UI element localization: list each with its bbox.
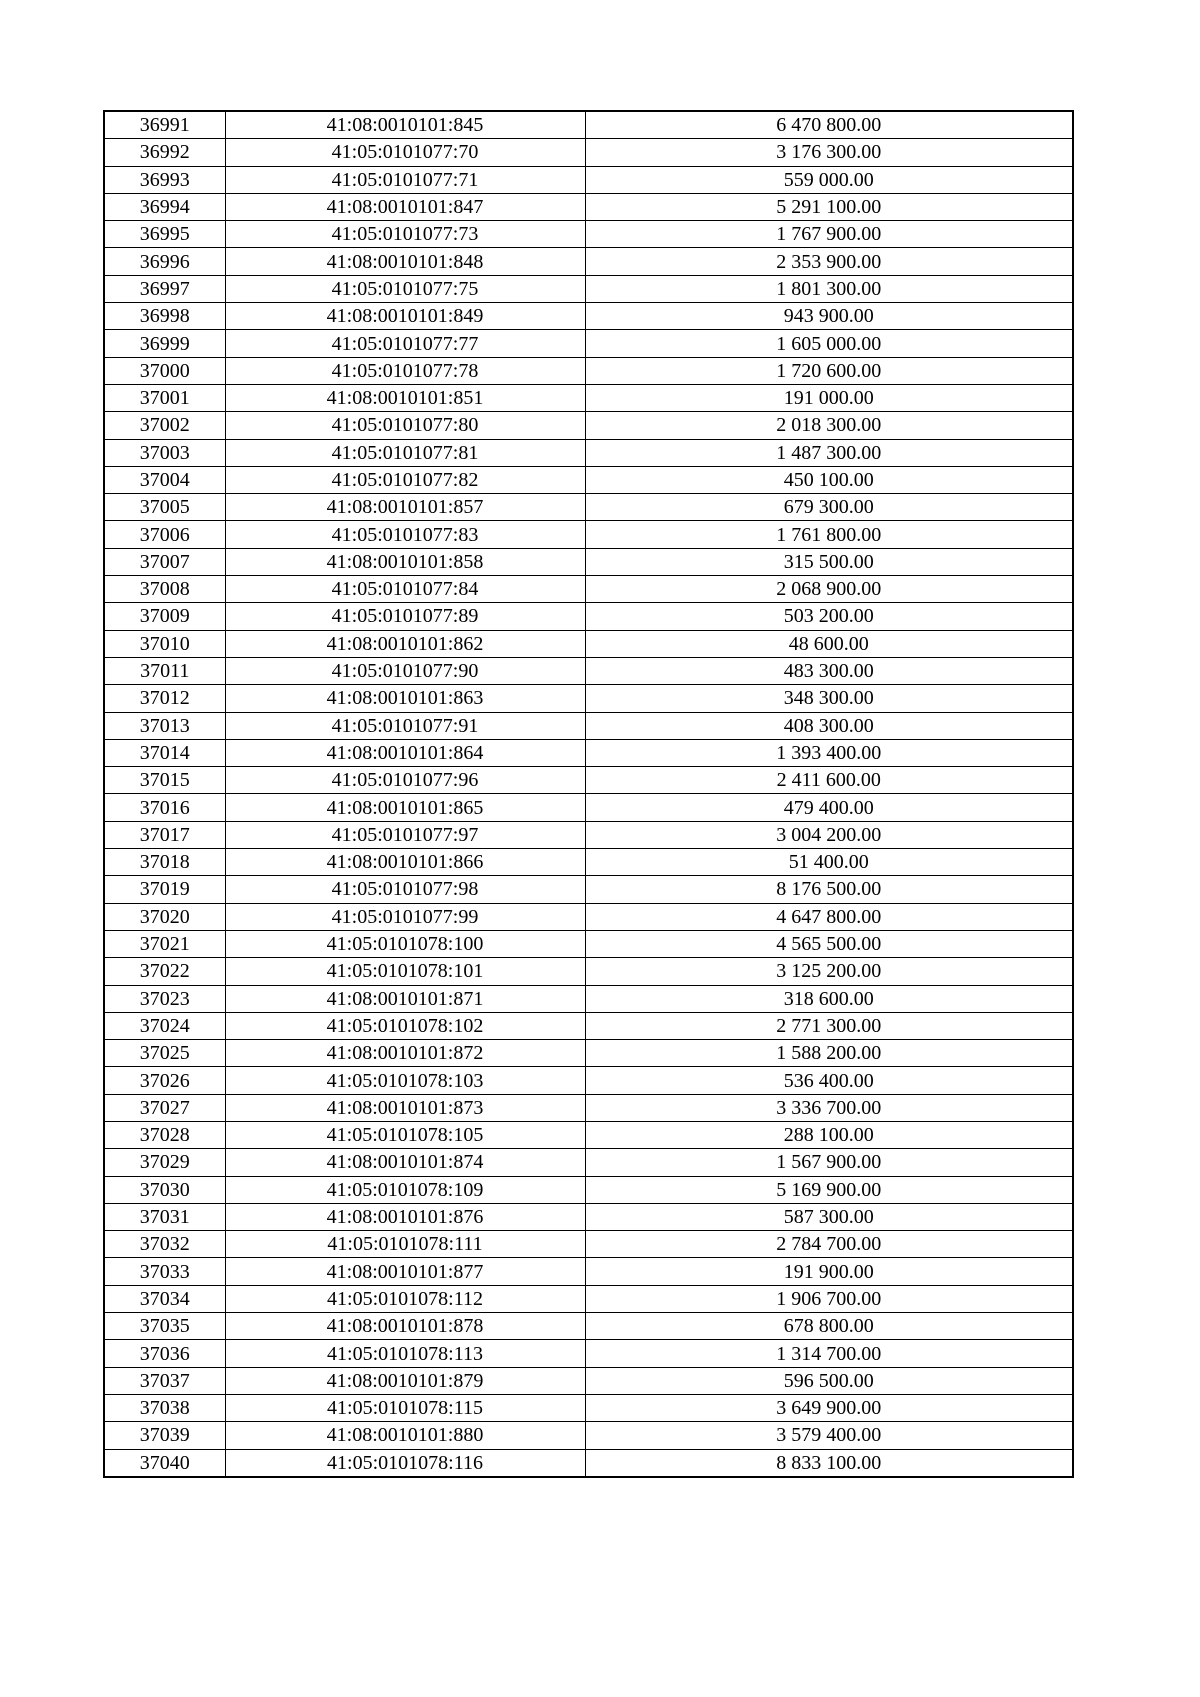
cadastral-number-cell: 41:08:0010101:857 [225,494,585,521]
row-number-cell: 36995 [104,221,225,248]
cadastral-number-cell: 41:05:0101077:70 [225,139,585,166]
cadastral-value-cell: 587 300.00 [585,1203,1073,1230]
cadastral-number-cell: 41:08:0010101:876 [225,1203,585,1230]
table-row [104,357,1073,384]
row-number-cell: 37022 [104,958,225,985]
cadastral-number-cell: 41:05:0101077:80 [225,412,585,439]
table-row [104,221,1073,248]
cadastral-number-cell: 41:08:0010101:865 [225,794,585,821]
cadastral-value-cell: 315 500.00 [585,548,1073,575]
cadastral-value-cell: 6 470 800.00 [585,111,1073,139]
cadastral-value-cell: 5 291 100.00 [585,193,1073,220]
cadastral-number-cell: 41:08:0010101:845 [225,111,585,139]
cadastral-number-cell: 41:05:0101078:116 [225,1449,585,1477]
cadastral-number-cell: 41:08:0010101:848 [225,248,585,275]
cadastral-number-cell: 41:05:0101078:105 [225,1121,585,1148]
cadastral-number-cell: 41:05:0101077:98 [225,876,585,903]
table-row [104,139,1073,166]
cadastral-value-cell: 2 068 900.00 [585,576,1073,603]
row-number-cell: 37018 [104,849,225,876]
cadastral-number-cell: 41:08:0010101:873 [225,1094,585,1121]
cadastral-value-cell: 3 004 200.00 [585,821,1073,848]
cadastral-value-cell: 1 567 900.00 [585,1149,1073,1176]
cadastral-value-cell: 1 767 900.00 [585,221,1073,248]
cadastral-value-cell: 8 176 500.00 [585,876,1073,903]
table-row [104,248,1073,275]
table-row [104,930,1073,957]
cadastral-number-cell: 41:05:0101077:96 [225,767,585,794]
table-body [104,111,1073,1477]
cadastral-number-cell: 41:05:0101078:115 [225,1394,585,1421]
table-row [104,794,1073,821]
table-row [104,275,1073,302]
table-row [104,1285,1073,1312]
cadastral-value-cell: 503 200.00 [585,603,1073,630]
row-number-cell: 37020 [104,903,225,930]
row-number-cell: 37002 [104,412,225,439]
row-number-cell: 37029 [104,1149,225,1176]
row-number-cell: 37026 [104,1067,225,1094]
cadastral-value-cell: 479 400.00 [585,794,1073,821]
cadastral-number-cell: 41:08:0010101:866 [225,849,585,876]
row-number-cell: 37031 [104,1203,225,1230]
cadastral-number-cell: 41:08:0010101:877 [225,1258,585,1285]
cadastral-number-cell: 41:05:0101078:103 [225,1067,585,1094]
table-row [104,521,1073,548]
row-number-cell: 37009 [104,603,225,630]
row-number-cell: 36991 [104,111,225,139]
cadastral-value-cell: 596 500.00 [585,1367,1073,1394]
cadastral-value-cell: 51 400.00 [585,849,1073,876]
cadastral-value-cell: 2 771 300.00 [585,1012,1073,1039]
table-row [104,1203,1073,1230]
cadastral-number-cell: 41:05:0101077:78 [225,357,585,384]
cadastral-value-cell: 943 900.00 [585,303,1073,330]
cadastral-value-cell: 2 353 900.00 [585,248,1073,275]
row-number-cell: 37004 [104,466,225,493]
cadastral-number-cell: 41:08:0010101:874 [225,1149,585,1176]
row-number-cell: 36998 [104,303,225,330]
cadastral-value-cell: 1 801 300.00 [585,275,1073,302]
cadastral-value-cell: 191 000.00 [585,384,1073,411]
cadastral-number-cell: 41:05:0101077:97 [225,821,585,848]
table-row [104,712,1073,739]
table-row [104,876,1073,903]
table-row [104,1231,1073,1258]
cadastral-value-cell: 1 393 400.00 [585,739,1073,766]
table-row [104,494,1073,521]
cadastral-value-table [103,110,1074,1478]
table-row [104,849,1073,876]
row-number-cell: 37024 [104,1012,225,1039]
cadastral-number-cell: 41:05:0101077:81 [225,439,585,466]
table-row [104,1067,1073,1094]
row-number-cell: 36992 [104,139,225,166]
cadastral-number-cell: 41:08:0010101:872 [225,1040,585,1067]
cadastral-value-cell: 2 411 600.00 [585,767,1073,794]
cadastral-value-cell: 3 125 200.00 [585,958,1073,985]
cadastral-number-cell: 41:05:0101078:100 [225,930,585,957]
cadastral-value-cell: 348 300.00 [585,685,1073,712]
row-number-cell: 37012 [104,685,225,712]
row-number-cell: 37033 [104,1258,225,1285]
table-row [104,1094,1073,1121]
cadastral-value-cell: 679 300.00 [585,494,1073,521]
cadastral-value-cell: 3 579 400.00 [585,1422,1073,1449]
row-number-cell: 37006 [104,521,225,548]
cadastral-value-cell: 1 314 700.00 [585,1340,1073,1367]
row-number-cell: 37023 [104,985,225,1012]
row-number-cell: 37003 [104,439,225,466]
cadastral-number-cell: 41:05:0101077:82 [225,466,585,493]
cadastral-value-cell: 3 176 300.00 [585,139,1073,166]
cadastral-number-cell: 41:05:0101077:83 [225,521,585,548]
table-row [104,1367,1073,1394]
row-number-cell: 37027 [104,1094,225,1121]
row-number-cell: 37007 [104,548,225,575]
cadastral-value-cell: 1 720 600.00 [585,357,1073,384]
table-row [104,439,1073,466]
cadastral-value-cell: 450 100.00 [585,466,1073,493]
cadastral-number-cell: 41:05:0101078:111 [225,1231,585,1258]
table-row [104,603,1073,630]
cadastral-number-cell: 41:08:0010101:849 [225,303,585,330]
cadastral-value-cell: 3 336 700.00 [585,1094,1073,1121]
cadastral-value-cell: 4 647 800.00 [585,903,1073,930]
cadastral-value-cell: 48 600.00 [585,630,1073,657]
row-number-cell: 37035 [104,1313,225,1340]
cadastral-number-cell: 41:08:0010101:864 [225,739,585,766]
cadastral-number-cell: 41:05:0101077:73 [225,221,585,248]
row-number-cell: 37030 [104,1176,225,1203]
table-row [104,1313,1073,1340]
cadastral-value-cell: 5 169 900.00 [585,1176,1073,1203]
cadastral-value-cell: 318 600.00 [585,985,1073,1012]
cadastral-value-cell: 4 565 500.00 [585,930,1073,957]
table-row [104,1121,1073,1148]
row-number-cell: 37037 [104,1367,225,1394]
table-row [104,903,1073,930]
row-number-cell: 37019 [104,876,225,903]
table-row [104,630,1073,657]
cadastral-number-cell: 41:08:0010101:880 [225,1422,585,1449]
cadastral-value-cell: 678 800.00 [585,1313,1073,1340]
cadastral-value-cell: 8 833 100.00 [585,1449,1073,1477]
row-number-cell: 37010 [104,630,225,657]
row-number-cell: 37011 [104,657,225,684]
table-row [104,330,1073,357]
table-row [104,1258,1073,1285]
cadastral-number-cell: 41:08:0010101:858 [225,548,585,575]
table-row [104,466,1073,493]
cadastral-number-cell: 41:05:0101077:90 [225,657,585,684]
table-row [104,1149,1073,1176]
cadastral-number-cell: 41:08:0010101:862 [225,630,585,657]
row-number-cell: 37028 [104,1121,225,1148]
cadastral-value-cell: 191 900.00 [585,1258,1073,1285]
table-row [104,303,1073,330]
row-number-cell: 37000 [104,357,225,384]
cadastral-number-cell: 41:08:0010101:847 [225,193,585,220]
row-number-cell: 37016 [104,794,225,821]
cadastral-number-cell: 41:05:0101078:109 [225,1176,585,1203]
row-number-cell: 36993 [104,166,225,193]
cadastral-value-cell: 288 100.00 [585,1121,1073,1148]
cadastral-number-cell: 41:05:0101078:112 [225,1285,585,1312]
row-number-cell: 36996 [104,248,225,275]
row-number-cell: 36994 [104,193,225,220]
cadastral-value-cell: 2 018 300.00 [585,412,1073,439]
cadastral-value-cell: 559 000.00 [585,166,1073,193]
row-number-cell: 37032 [104,1231,225,1258]
cadastral-number-cell: 41:05:0101078:113 [225,1340,585,1367]
cadastral-value-cell: 1 906 700.00 [585,1285,1073,1312]
row-number-cell: 36999 [104,330,225,357]
table-row [104,985,1073,1012]
cadastral-value-cell: 536 400.00 [585,1067,1073,1094]
table-row [104,166,1073,193]
table-row [104,1394,1073,1421]
cadastral-number-cell: 41:05:0101078:102 [225,1012,585,1039]
cadastral-value-cell: 483 300.00 [585,657,1073,684]
table-row [104,193,1073,220]
cadastral-value-cell: 1 761 800.00 [585,521,1073,548]
cadastral-number-cell: 41:08:0010101:851 [225,384,585,411]
cadastral-number-cell: 41:08:0010101:863 [225,685,585,712]
cadastral-value-cell: 1 487 300.00 [585,439,1073,466]
cadastral-value-cell: 1 605 000.00 [585,330,1073,357]
row-number-cell: 37025 [104,1040,225,1067]
table-row [104,412,1073,439]
table-row [104,1176,1073,1203]
table-row [104,821,1073,848]
cadastral-number-cell: 41:08:0010101:879 [225,1367,585,1394]
table-row [104,1449,1073,1477]
row-number-cell: 37015 [104,767,225,794]
table-row [104,739,1073,766]
cadastral-number-cell: 41:05:0101077:75 [225,275,585,302]
row-number-cell: 37017 [104,821,225,848]
row-number-cell: 37038 [104,1394,225,1421]
table-row [104,384,1073,411]
table-row [104,958,1073,985]
cadastral-number-cell: 41:05:0101077:89 [225,603,585,630]
table-row [104,1040,1073,1067]
table-row [104,111,1073,139]
cadastral-number-cell: 41:08:0010101:871 [225,985,585,1012]
cadastral-number-cell: 41:05:0101077:99 [225,903,585,930]
table-row [104,1340,1073,1367]
cadastral-value-cell: 2 784 700.00 [585,1231,1073,1258]
table-row [104,1012,1073,1039]
cadastral-number-cell: 41:05:0101077:91 [225,712,585,739]
row-number-cell: 37001 [104,384,225,411]
cadastral-number-cell: 41:05:0101077:77 [225,330,585,357]
row-number-cell: 37005 [104,494,225,521]
row-number-cell: 37014 [104,739,225,766]
table-row [104,685,1073,712]
row-number-cell: 37013 [104,712,225,739]
row-number-cell: 37034 [104,1285,225,1312]
cadastral-number-cell: 41:08:0010101:878 [225,1313,585,1340]
table-row [104,657,1073,684]
row-number-cell: 37039 [104,1422,225,1449]
table-row [104,767,1073,794]
row-number-cell: 37036 [104,1340,225,1367]
row-number-cell: 37021 [104,930,225,957]
row-number-cell: 37008 [104,576,225,603]
table-row [104,548,1073,575]
row-number-cell: 37040 [104,1449,225,1477]
cadastral-number-cell: 41:05:0101078:101 [225,958,585,985]
table-row [104,1422,1073,1449]
cadastral-number-cell: 41:05:0101077:71 [225,166,585,193]
cadastral-value-cell: 408 300.00 [585,712,1073,739]
cadastral-value-cell: 1 588 200.00 [585,1040,1073,1067]
cadastral-number-cell: 41:05:0101077:84 [225,576,585,603]
row-number-cell: 36997 [104,275,225,302]
cadastral-value-cell: 3 649 900.00 [585,1394,1073,1421]
table-row [104,576,1073,603]
